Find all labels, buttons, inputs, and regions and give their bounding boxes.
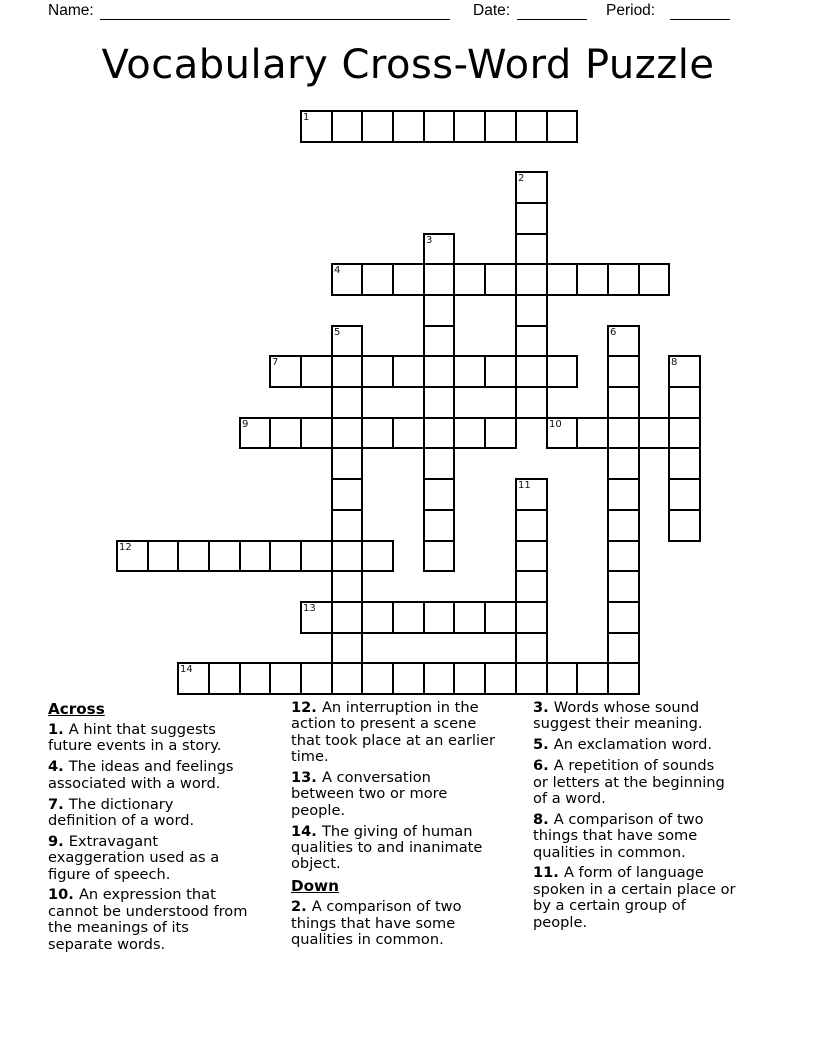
grid-cell[interactable]: [638, 263, 670, 296]
grid-cell[interactable]: [668, 417, 701, 449]
cell-number: 8: [671, 357, 678, 368]
grid-cell[interactable]: [177, 662, 210, 695]
grid-cell[interactable]: [668, 355, 701, 388]
grid-cell[interactable]: [331, 447, 363, 480]
clue-number: 11.: [533, 864, 564, 882]
clue-item-12: 12. An interruption in the action to present a scene that took place at an earlier time.: [291, 699, 495, 766]
grid-cell[interactable]: [607, 570, 640, 603]
grid-cell[interactable]: [331, 355, 363, 388]
grid-cell[interactable]: [392, 662, 425, 695]
cell-number: 9: [242, 419, 249, 430]
cell-number: 6: [610, 327, 617, 338]
grid-cell[interactable]: [392, 263, 425, 296]
grid-cell[interactable]: [331, 478, 363, 511]
grid-cell[interactable]: [269, 540, 302, 572]
grid-cell[interactable]: [423, 540, 455, 572]
page-title: Vocabulary Cross-Word Puzzle: [101, 42, 715, 88]
grid-cell[interactable]: [515, 263, 548, 296]
grid-cell[interactable]: [546, 662, 578, 695]
grid-cell[interactable]: [331, 417, 363, 449]
grid-cell[interactable]: [331, 540, 363, 572]
grid-cell[interactable]: [361, 355, 394, 388]
cell-number: 1: [303, 112, 310, 123]
grid-cell[interactable]: [515, 202, 548, 235]
grid-cell[interactable]: [484, 662, 517, 695]
clue-number: 1.: [48, 721, 69, 738]
date-label: Date:: [473, 2, 511, 19]
grid-cell[interactable]: [515, 110, 548, 143]
grid-cell[interactable]: [546, 263, 578, 296]
grid-cell[interactable]: [331, 632, 363, 664]
grid-cell[interactable]: [208, 662, 241, 695]
grid-cell[interactable]: [177, 540, 210, 572]
grid-cell[interactable]: [423, 601, 455, 634]
grid-cell[interactable]: [147, 540, 179, 572]
cell-number: 13: [303, 603, 316, 614]
grid-cell[interactable]: [638, 417, 670, 449]
grid-cell[interactable]: [546, 417, 578, 449]
grid-cell[interactable]: [423, 417, 455, 449]
period-label: Period:: [606, 2, 656, 19]
grid-cell[interactable]: [300, 417, 333, 449]
grid-cell[interactable]: [607, 662, 640, 695]
grid-cell[interactable]: [239, 417, 271, 449]
grid-cell[interactable]: [515, 601, 548, 634]
grid-cell[interactable]: [423, 355, 455, 388]
grid-cell[interactable]: [392, 355, 425, 388]
grid-cell[interactable]: [453, 601, 486, 634]
clue-number: 8.: [533, 810, 554, 828]
cell-number: 7: [272, 357, 279, 368]
clue-column-2: [291, 700, 495, 953]
grid-cell[interactable]: [331, 601, 363, 634]
grid-cell[interactable]: [208, 540, 241, 572]
grid-cell[interactable]: [423, 662, 455, 695]
grid-cell[interactable]: [515, 509, 548, 542]
grid-cell[interactable]: [116, 540, 149, 572]
cell-number: 5: [334, 327, 341, 338]
cell-number: 14: [180, 664, 193, 675]
grid-cell[interactable]: [269, 417, 302, 449]
grid-cell[interactable]: [423, 263, 455, 296]
grid-cell[interactable]: [515, 478, 548, 511]
clue-item-3: 3. Words whose sound suggest their meaning.: [533, 699, 703, 733]
grid-cell[interactable]: [453, 417, 486, 449]
grid-cell[interactable]: [668, 509, 701, 542]
grid-cell[interactable]: [515, 294, 548, 327]
clue-header-down: Down: [291, 877, 339, 896]
grid-cell[interactable]: [300, 110, 333, 143]
clue-number: 10.: [48, 886, 79, 904]
grid-cell[interactable]: [515, 632, 548, 664]
grid-cell[interactable]: [392, 417, 425, 449]
clue-number: 7.: [48, 795, 69, 813]
clue-number: 14.: [291, 822, 322, 840]
grid-cell[interactable]: [331, 386, 363, 419]
clue-item-7: 7. The dictionary definition of a word.: [48, 795, 195, 829]
clue-number: 5.: [533, 736, 554, 754]
clue-number: 3.: [533, 699, 554, 716]
grid-cell[interactable]: [300, 662, 333, 695]
grid-cell[interactable]: [331, 509, 363, 542]
clue-header-across: Across: [48, 700, 105, 718]
grid-cell[interactable]: [423, 294, 455, 327]
clue-item-10: 10. An expression that cannot be understood from the meanings of its separate words.: [48, 886, 248, 953]
grid-cell[interactable]: [607, 601, 640, 634]
clue-item-4: 4. The ideas and feelings associated with a word.: [48, 758, 234, 792]
grid-cell[interactable]: [361, 601, 394, 634]
grid-cell[interactable]: [453, 662, 486, 695]
grid-cell[interactable]: [576, 662, 609, 695]
grid-cell[interactable]: [361, 417, 394, 449]
grid-cell[interactable]: [607, 447, 640, 480]
grid-cell[interactable]: [668, 478, 701, 511]
clue-column-1: [48, 700, 247, 957]
clue-number: 13.: [291, 768, 322, 786]
grid-cell[interactable]: [546, 355, 578, 388]
grid-cell[interactable]: [607, 417, 640, 449]
clue-item-14: 14. The giving of human qualities to and inanimate object.: [291, 822, 483, 873]
cell-number: 12: [119, 542, 132, 553]
grid-cell[interactable]: [484, 355, 517, 388]
grid-cell[interactable]: [668, 447, 701, 480]
clue-item-6: 6. A repetition of sounds or letters at the beginning of a word.: [533, 757, 725, 807]
clue-item-8: 8. A comparison of two things that have some qualities in common.: [533, 810, 704, 861]
grid-cell[interactable]: [300, 601, 333, 634]
clue-number: 6.: [533, 757, 554, 775]
grid-cell[interactable]: [331, 263, 363, 296]
grid-cell[interactable]: [607, 632, 640, 664]
grid-cell[interactable]: [607, 386, 640, 419]
grid-cell[interactable]: [331, 325, 363, 357]
cell-number: 3: [426, 235, 433, 246]
grid-cell[interactable]: [515, 386, 548, 419]
grid-cell[interactable]: [546, 110, 578, 143]
grid-cell[interactable]: [607, 263, 640, 296]
cell-number: 10: [549, 419, 562, 430]
grid-cell[interactable]: [423, 325, 455, 357]
clue-item-13: 13. A conversation between two or more people.: [291, 768, 448, 819]
grid-cell[interactable]: [239, 540, 271, 572]
clue-column-3: [533, 700, 736, 935]
grid-cell[interactable]: [361, 662, 394, 695]
grid-cell[interactable]: [269, 355, 302, 388]
clue-item-9: 9. Extravagant exaggeration used as a figure of speech.: [48, 832, 220, 883]
grid-cell[interactable]: [423, 447, 455, 480]
grid-cell[interactable]: [423, 509, 455, 542]
grid-cell[interactable]: [453, 355, 486, 388]
clue-item-2: 2. A comparison of two things that have some qualities in common.: [291, 898, 462, 948]
grid-cell[interactable]: [576, 417, 609, 449]
grid-cell[interactable]: [331, 110, 363, 143]
grid-cell[interactable]: [453, 263, 486, 296]
grid-cell[interactable]: [300, 355, 333, 388]
name-blank-line[interactable]: [100, 4, 450, 20]
grid-cell[interactable]: [607, 540, 640, 572]
grid-cell[interactable]: [668, 386, 701, 419]
grid-cell[interactable]: [423, 233, 455, 265]
grid-cell[interactable]: [269, 662, 302, 695]
grid-cell[interactable]: [607, 509, 640, 542]
grid-cell[interactable]: [392, 601, 425, 634]
clue-item-11: 11. A form of language spoken in a certain place or by a certain group of people.: [533, 864, 736, 931]
cell-number: 11: [518, 480, 531, 491]
grid-cell[interactable]: [331, 662, 363, 695]
name-label: Name:: [48, 2, 94, 19]
grid-cell[interactable]: [331, 570, 363, 603]
clue-number: 12.: [291, 699, 322, 716]
grid-cell[interactable]: [239, 662, 271, 695]
grid-cell[interactable]: [515, 171, 548, 204]
grid-cell[interactable]: [453, 110, 486, 143]
clue-number: 9.: [48, 832, 69, 850]
grid-cell[interactable]: [484, 110, 517, 143]
grid-cell[interactable]: [392, 110, 425, 143]
grid-cell[interactable]: [423, 110, 455, 143]
grid-cell[interactable]: [361, 110, 394, 143]
cell-number: 4: [334, 265, 341, 276]
grid-cell[interactable]: [484, 601, 517, 634]
grid-cell[interactable]: [361, 263, 394, 296]
clue-number: 4.: [48, 758, 69, 776]
grid-cell[interactable]: [423, 478, 455, 511]
grid-cell[interactable]: [515, 540, 548, 572]
grid-cell[interactable]: [300, 540, 333, 572]
period-blank-line[interactable]: [670, 4, 730, 20]
grid-cell[interactable]: [484, 417, 517, 449]
grid-cell[interactable]: [361, 540, 394, 572]
clue-item-1: 1. A hint that suggests future events in a story.: [48, 721, 222, 755]
grid-cell[interactable]: [576, 263, 609, 296]
grid-cell[interactable]: [515, 325, 548, 357]
grid-cell[interactable]: [515, 233, 548, 265]
clue-number: 2.: [291, 898, 312, 916]
grid-cell[interactable]: [423, 386, 455, 419]
date-blank-line[interactable]: [517, 4, 587, 20]
grid-cell[interactable]: [607, 325, 640, 357]
grid-cell[interactable]: [607, 478, 640, 511]
grid-cell[interactable]: [515, 355, 548, 388]
grid-cell[interactable]: [515, 570, 548, 603]
grid-cell[interactable]: [515, 662, 548, 695]
clue-item-5: 5. An exclamation word.: [533, 736, 713, 754]
grid-cell[interactable]: [607, 355, 640, 388]
cell-number: 2: [518, 173, 525, 184]
grid-cell[interactable]: [484, 263, 517, 296]
